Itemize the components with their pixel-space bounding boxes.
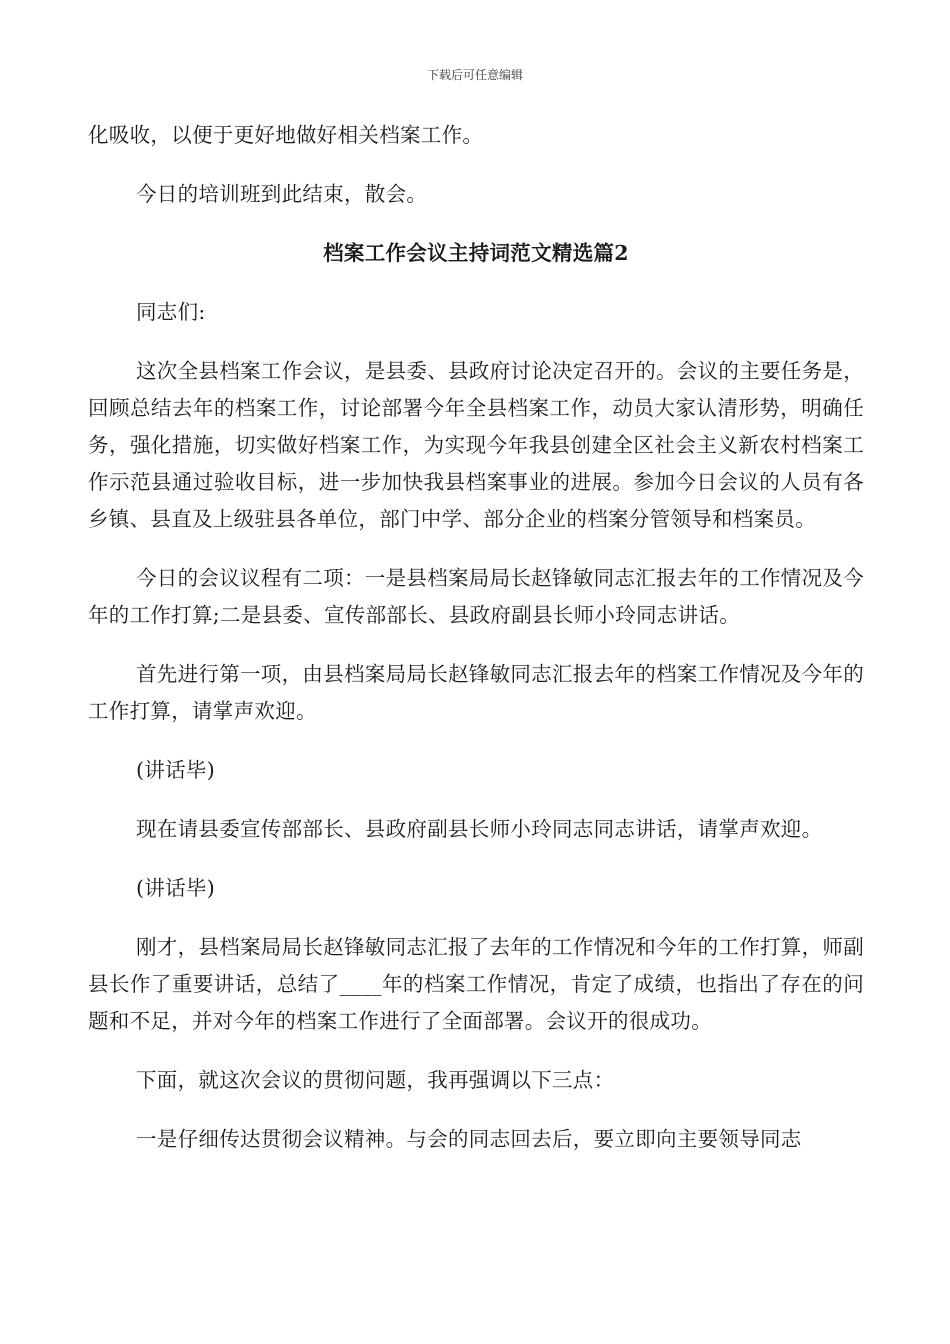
paragraph-agenda: 今日的会议议程有二项：一是县档案局局长赵锋敏同志汇报去年的工作情况及今年的工作打算;二是县委、宣传部部长、县政府副县长师小玲同志讲话。: [88, 566, 864, 627]
paragraph-closing: 今日的培训班到此结束，散会。: [136, 182, 428, 206]
paragraph-salutation: 同志们:: [136, 300, 206, 324]
document-body: [88, 117, 864, 1180]
paragraph-three-points: 下面，就这次会议的贯彻问题，我再强调以下三点：: [136, 1068, 615, 1092]
paragraph-first-item: 首先进行第一项，由县档案局局长赵锋敏同志汇报去年的档案工作情况及今年的工作打算，请掌声欢迎。: [88, 662, 864, 723]
paragraph-point-one: 一是仔细传达贯彻会议精神。与会的同志回去后，要立即向主要领导同志: [136, 1127, 802, 1151]
paragraph-continuation: 化吸收，以便于更好地做好相关档案工作。: [88, 123, 484, 147]
paragraph-summary: 刚才，县档案局局长赵锋敏同志汇报了去年的工作情况和今年的工作打算，师副县长作了重要讲话，总结了____年的档案工作情况，肯定了成绩，也指出了存在的问题和不足，并对今年的档案工作进行了全面部署。会议开的很成功。: [88, 935, 864, 1033]
paragraph-meeting-intro: 这次全县档案工作会议，是县委、县政府讨论决定召开的。会议的主要任务是，回顾总结去年的档案工作，讨论部署今年全县档案工作，动员大家认清形势，明确任务，强化措施，切实做好档案工作，为实现今年我县创建全区社会主义新农村档案工作示范县通过验收目标，进一步加快我县档案事业的进展。参加今日会议的人员有各乡镇、县直及上级驻县各单位，部门中学、部分企业的档案分管领导和档案员。: [88, 359, 864, 531]
paragraph-second-item: 现在请县委宣传部部长、县政府副县长师小玲同志同志讲话，请掌声欢迎。: [136, 817, 823, 841]
page-header: 下载后可任意编辑: [426, 68, 523, 82]
paragraph-speech-end-2: (讲话毕): [136, 876, 215, 900]
paragraph-speech-end-1: (讲话毕): [136, 758, 215, 782]
section-heading: 档案工作会议主持词范文精选篇2: [323, 241, 629, 265]
